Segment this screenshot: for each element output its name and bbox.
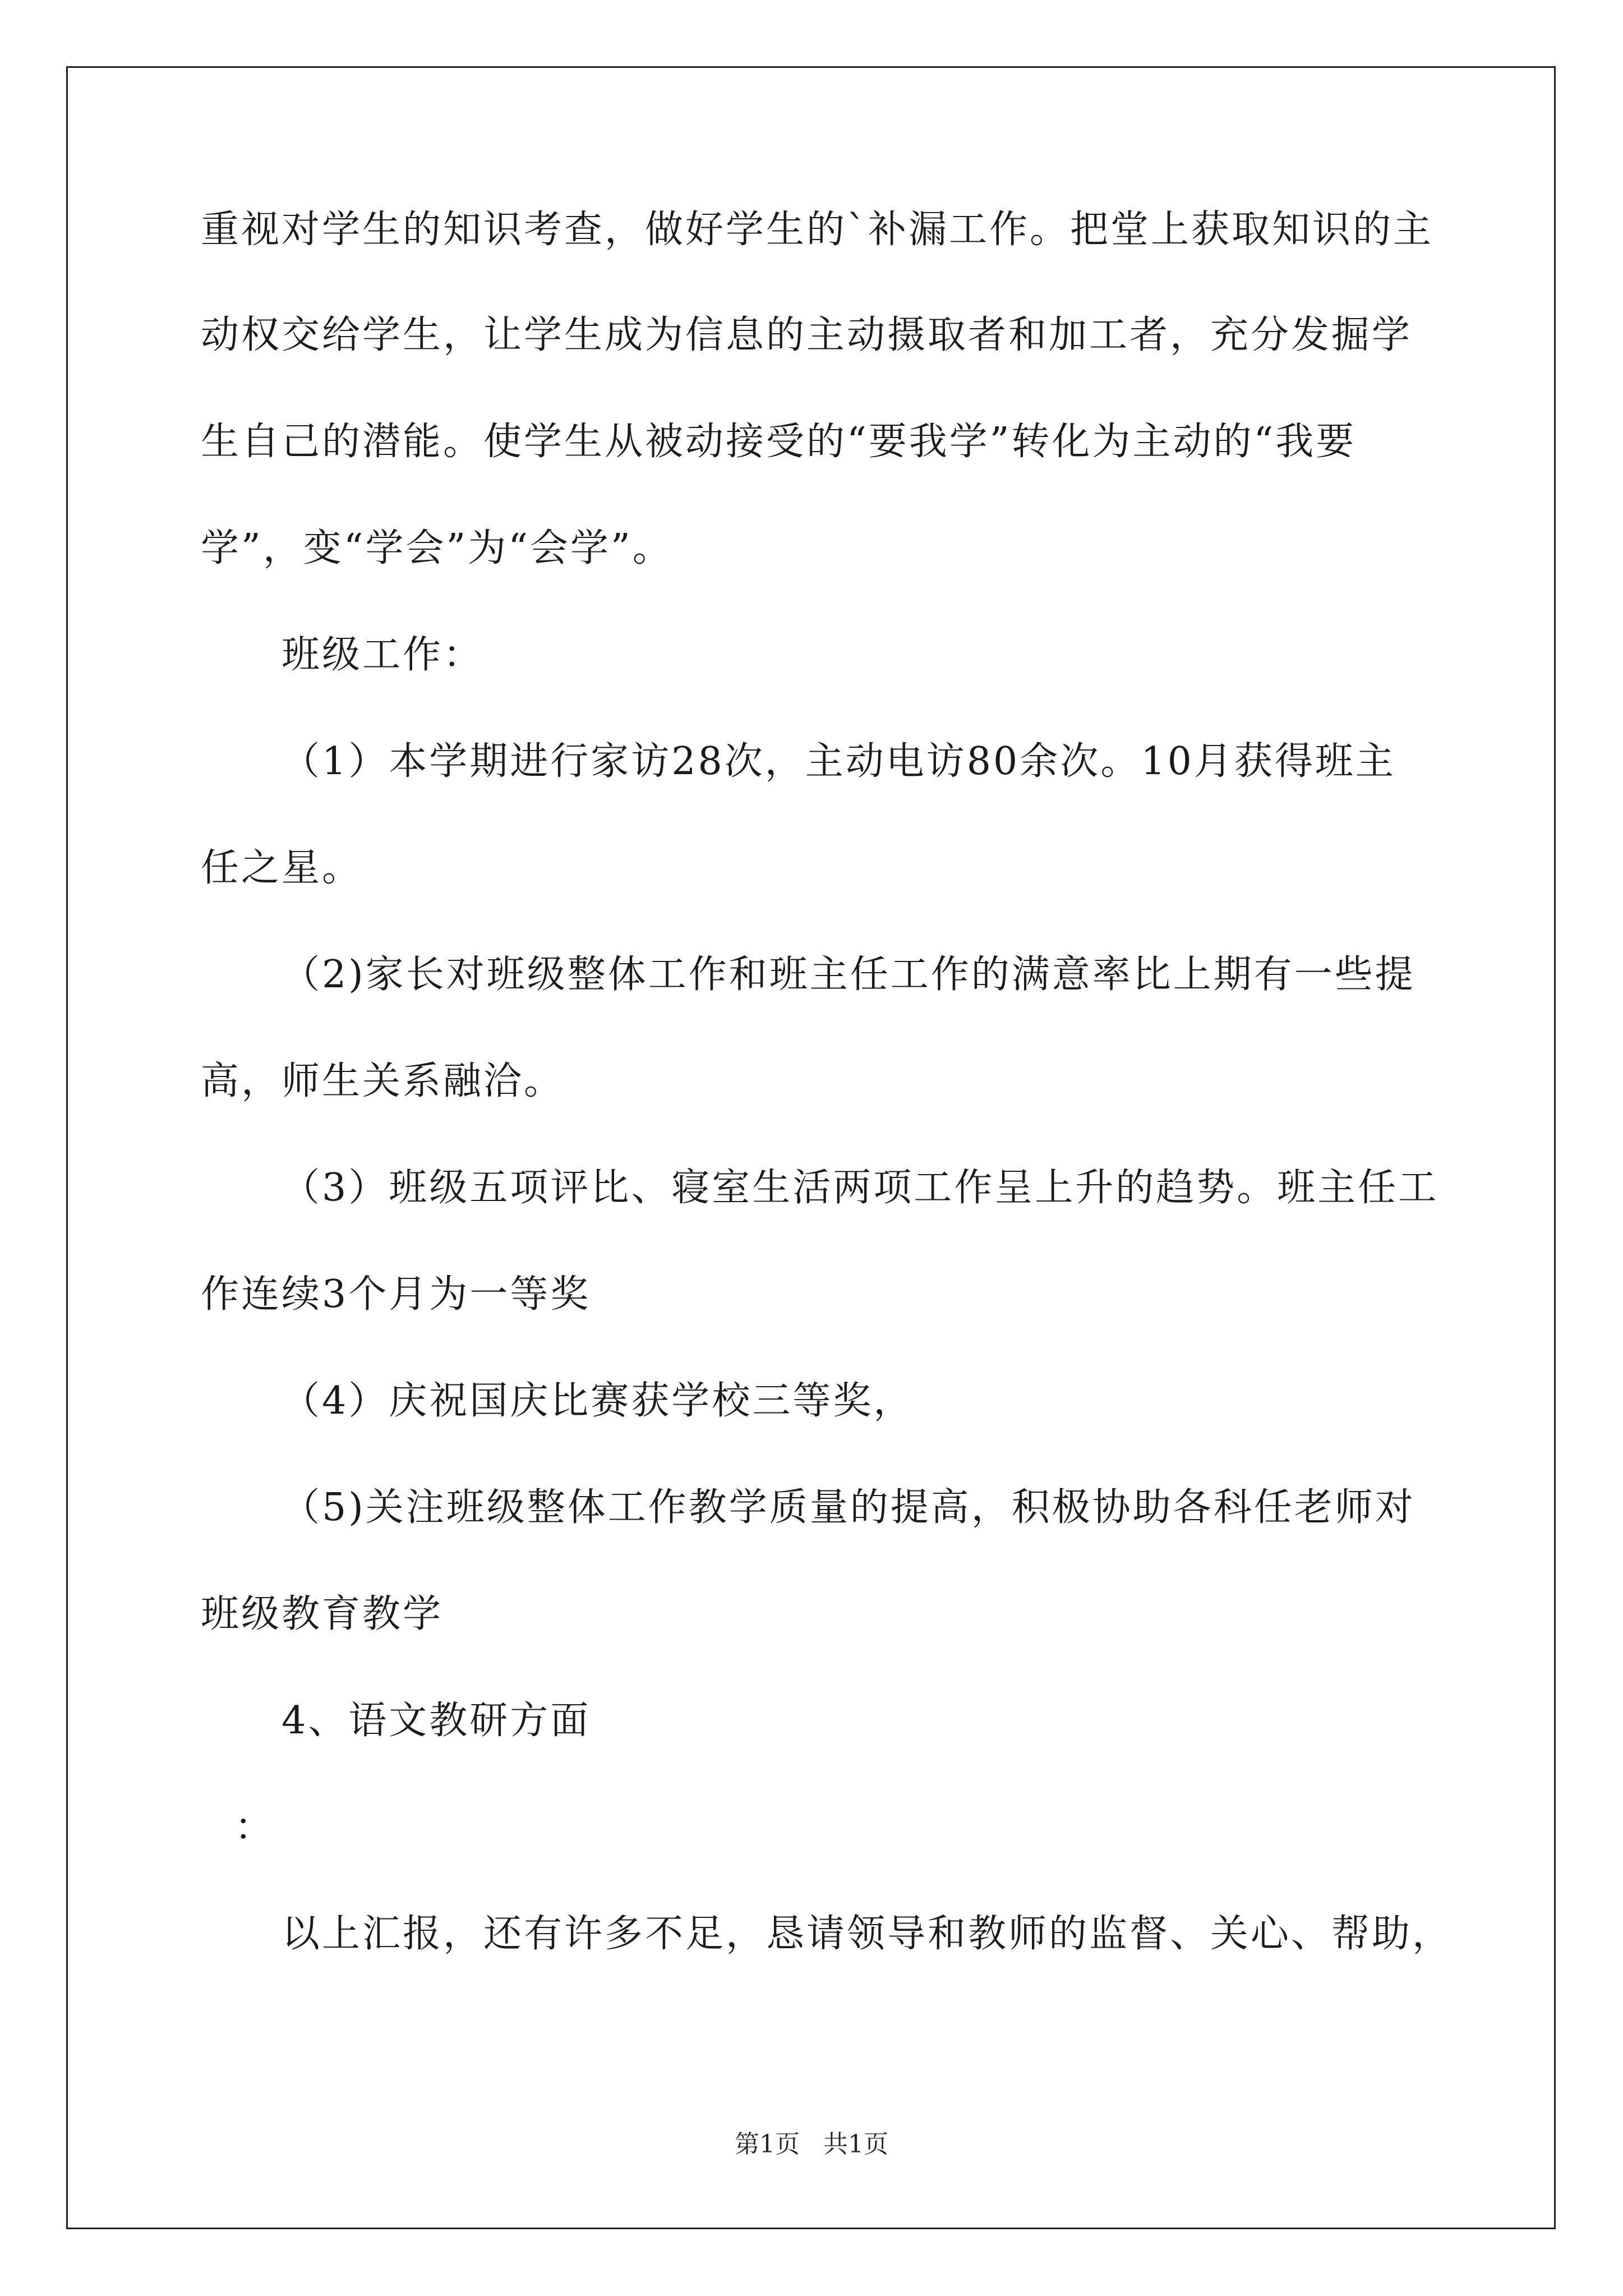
page-footer [0,2129,1623,2160]
text-line: 生自己的潜能。使学生从被动接受的“要我学”转化为主动的“我要 [201,420,1357,464]
text-line: 学”，变“学会”为“会学”。 [201,526,673,570]
text-line: ： [234,1805,275,1849]
text-line: 重视对学生的知识考查，做好学生的`补漏工作。把堂上获取知识的主 [201,208,1434,252]
list-item: （2)家长对班级整体工作和班主任工作的满意率比上期有一些提 [282,953,1415,997]
list-item: （1）本学期进行家访28次，主动电访80余次。10月获得班主 [282,739,1396,784]
page-number-current: 第1页 [735,2130,800,2159]
list-item: （5)关注班级整体工作教学质量的提高，积极协助各科任老师对 [282,1485,1415,1530]
page-number-total: 共1页 [823,2130,888,2159]
text-line: 任之星。 [201,846,363,890]
text-line: 动权交给学生，让学生成为信息的主动摄取者和加工者，充分发掘学 [201,313,1413,357]
section-heading: 班级工作： [282,633,484,677]
section-heading: 4、语文教研方面 [282,1699,591,1743]
text-line: 高，师生关系融洽。 [201,1059,565,1103]
page-border [66,66,1556,2229]
text-line: 班级教育教学 [201,1592,444,1636]
text-line: 作连续3个月为一等奖 [201,1272,591,1317]
list-item: （3）班级五项评比、寝室生活两项工作呈上升的趋势。班主任工 [282,1166,1439,1210]
list-item: （4）庆祝国庆比赛获学校三等奖， [282,1379,914,1423]
text-line: 以上汇报，还有许多不足，恳请领导和教师的监督、关心、帮助， [282,1912,1453,1956]
